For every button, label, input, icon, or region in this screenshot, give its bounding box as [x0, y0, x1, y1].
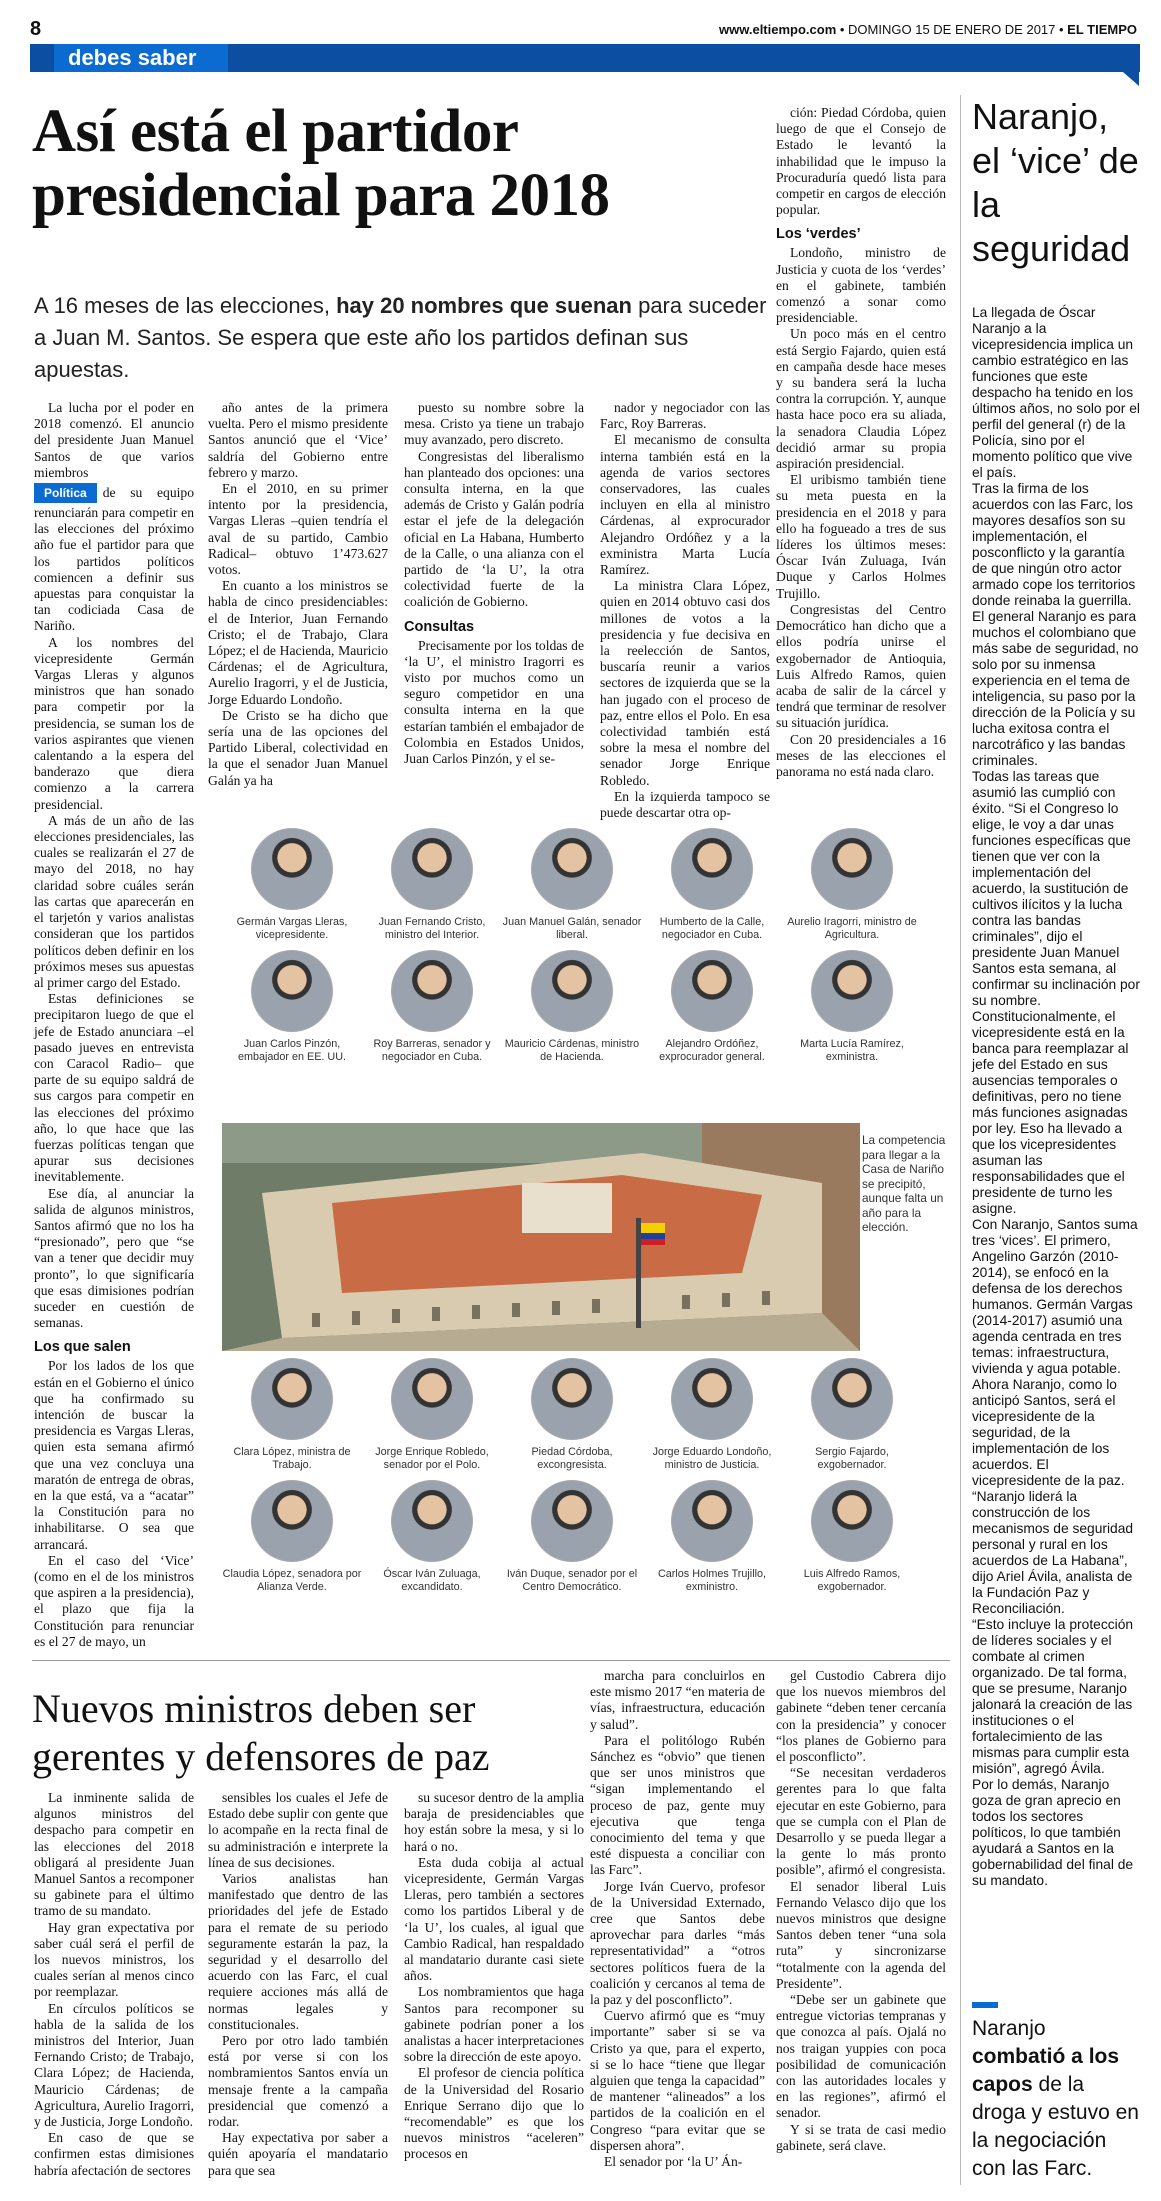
paragraph: Pero por otro lado también está por verse si con los nombramientos Santos envía un mensaje frente a la campaña presidencial que comenzó a rodar. — [208, 2033, 388, 2130]
paragraph: Tras la firma de los acuerdos con las Farc, los mayores desafíos son su implementación, el posconflicto y la garantía de que ningún otro actor armado cope los territorios donde reinaba la guerrilla. — [972, 481, 1136, 608]
palace-illustration — [222, 1123, 860, 1351]
section-label: debes saber — [54, 44, 228, 72]
paragraph: puesto su nombre sobre la mesa. Cristo ya tiene un trabajo muy avanzado, pero discreto. — [404, 400, 584, 448]
portrait-photo — [671, 950, 753, 1032]
casa-narino-photo — [222, 1123, 860, 1351]
portrait-photo — [671, 1358, 753, 1440]
portrait-photo — [391, 828, 473, 910]
paragraph: Por los lados de los que están en el Gobierno el único que ha confirmado su intención de buscar la presidencia es Vargas Lleras, quien esta semana afirmó que una vez concluya una maratón de entrega de obras, en la que está, va a “acatar” la Constitución para no inhabilitarse. O sea que arrancará. — [34, 1358, 194, 1552]
paragraph: La lucha por el poder en 2018 comenzó. El anuncio del presidente Juan Manuel Santos de que varios miembros — [34, 400, 194, 480]
paragraph: Con Naranjo, Santos suma tres ‘vices’. El primero, Angelino Garzón (2010-2014), se enfocó en la defensa de los derechos humanos. Germán Vargas (2014-2017) asumió una agenda centrada en tres temas: infraestructura, vivienda y agua potable. Ahora Naranjo, como lo anticipó Santos, será el vicepresidente de la seguridad, de la implementación de los acuerdos. El vicepresidente de la paz. — [972, 1217, 1138, 1488]
paragraph: En círculos políticos se habla de la salida de los ministros del Interior, Juan Fernando Cristo; de Trabajo, Clara López; de Hacienda, Mauricio Cárdenas; de Agricultura, Aurelio Iragorri, y de Justicia, Jorge Londoño. — [34, 2000, 194, 2130]
paragraph: De Cristo se ha dicho que sería una de las opciones del Partido Liberal, colectividad en la que el senador Juan Manuel Galán ya ha — [208, 707, 388, 788]
portrait-card — [502, 828, 642, 942]
portrait-card — [642, 1480, 782, 1594]
portrait-card — [362, 950, 502, 1064]
portrait-card — [222, 828, 362, 942]
portrait-photo — [811, 1480, 893, 1562]
story-column-2 — [208, 400, 388, 820]
portrait-photo — [671, 828, 753, 910]
paragraph: de su equipo renunciarán para competir en las elecciones del próximo año fue el partidor para que los partidos políticos comiencen a definir sus apuestas para conquistar la tan codiciada Casa de Nariño. — [34, 485, 194, 634]
portrait-caption: Carlos Holmes Trujillo, exministro. — [658, 1568, 766, 1593]
subhead: Consultas — [404, 618, 475, 635]
portrait-caption: Marta Lucía Ramírez, exministra. — [800, 1038, 904, 1063]
second-headline: Nuevos ministros deben ser gerentes y defensores de paz — [32, 1686, 490, 1779]
paragraph: El general Naranjo es para muchos el colombiano que más sabe de seguridad, no solo por su inmensa experiencia en el tema de inteligencia, su paso por la dirección de la Policía y su lucha exitosa contra el narcotráfico y las bandas criminales. — [972, 609, 1139, 768]
portrait-photo — [391, 1480, 473, 1562]
portrait-card — [502, 1480, 642, 1594]
subhead: Los ‘verdes’ — [776, 226, 861, 243]
paragraph: “Esto incluye la protección de líderes sociales y el combate al crimen organizado. De tal forma, que se presume, Naranjo jalonará la creación de las instituciones o el fortalecimiento de las mismas para cumplir esta misión”, agregó Ávila. — [972, 1617, 1134, 1776]
portrait-card — [782, 1480, 922, 1594]
portrait-photo — [251, 1358, 333, 1440]
paragraph: “Debe ser un gabinete que entregue victorias tempranas y que conozca al país. Ojalá no nos traigan yuppies con poca posibilidad de comunicación con las autoridades locales y en las regiones”, afirmó el senador. — [776, 1992, 946, 2121]
portrait-caption: Clara López, ministra de Trabajo. — [233, 1446, 351, 1471]
story-column-5 — [776, 105, 946, 820]
portraits-bottom — [222, 1358, 952, 1594]
portrait-card — [502, 950, 642, 1064]
paragraph: Jorge Iván Cuervo, profesor de la Universidad Externado, cree que Santos debe aprovechar para darles “más representatividad” a “otros sectores políticos fuera de la coalición y cercanos al tema de la paz y del posconflicto”. — [590, 1878, 765, 2008]
portrait-caption: Sergio Fajardo, exgobernador. — [815, 1446, 889, 1471]
paragraph: La ministra Clara López, quien en 2014 obtuvo casi dos millones de votos a la presidencia y fue decisiva en la reelección de Santos, buscaría reunir a varios sectores de izquierda que se la han jugado con el proceso de paz, entre ellos el Polo. En esa colectividad también está sobre la mesa el nombre del senador Jorge Enrique Robledo. — [600, 578, 770, 788]
deck-highlight: hay 20 nombres que suenan — [336, 293, 632, 318]
portrait-caption: Óscar Iván Zuluaga, excandidato. — [383, 1568, 481, 1593]
paragraph: ción: Piedad Córdoba, quien luego de que el Consejo de Estado le levantó la inhabilidad que le impuso la Procuraduría quedó lista para competir en cargos de elección popular. — [776, 105, 946, 218]
paragraph: El senador liberal Luis Fernando Velasco dijo que los nuevos ministros que designe Santos deben tener “una sola ruta” y sincronizarse “totalmente con la agenda del Presidente”. — [776, 1878, 946, 1991]
portrait-card — [222, 950, 362, 1064]
portrait-card — [642, 950, 782, 1064]
paragraph: Esta duda cobija al actual vicepresidente, Germán Vargas Lleras, pero también a sectores como los partidos Liberal y de ‘la U’, los cuales, al igual que Cambio Radical, han respaldado al mandatario durante casi siete años. — [404, 1854, 584, 1984]
portrait-caption: Luis Alfredo Ramos, exgobernador. — [803, 1568, 901, 1593]
paragraph: Los nombramientos que haga Santos para recomponer su gabinete podrían poner a los analistas a hacer interpretaciones sobre la dirección de este apoyo. — [404, 1984, 584, 2065]
portrait-caption: Iván Duque, senador por el Centro Democrático. — [506, 1568, 638, 1593]
portrait-photo — [811, 828, 893, 910]
portrait-photo — [251, 950, 333, 1032]
portrait-card — [642, 1358, 782, 1472]
masthead-line: www.eltiempo.com • DOMINGO 15 DE ENERO DE 2017 • EL TIEMPO — [719, 22, 1137, 37]
photo-caption: La competencia para llegar a la Casa de Nariño se precipitó, aunque falta un año para la elección. — [862, 1133, 946, 1234]
paragraph: Con 20 presidenciales a 16 meses de las elecciones el panorama no está nada claro. — [776, 731, 946, 779]
second-column-1 — [34, 1790, 194, 2185]
paragraph: gel Custodio Cabrera dijo que los nuevos miembros del gabinete “deben tener cercanía con la presidencia” y conocer “los planes de Gobierno para el posconflicto”. — [776, 1668, 946, 1765]
paragraph: sensibles los cuales el Jefe de Estado debe suplir con gente que lo acompañe en la recta final de su administración e interprete la línea de sus decisiones. — [208, 1790, 388, 1870]
paragraph: En la izquierda tampoco se puede descartar otra op- — [600, 788, 770, 821]
paragraph: Un poco más en el centro está Sergio Fajardo, quien está en campaña desde hace meses y su bandera será la lucha contra la corrupción. Y, aunque hasta hace poco era su aliada, la senadora Claudia López decidió armar su propia aspiración presidencial. — [776, 326, 946, 472]
quote-part-a: Naranjo — [972, 2017, 1046, 2040]
portrait-caption: Jorge Eduardo Londoño, ministro de Justicia. — [652, 1446, 772, 1471]
story-divider — [32, 1660, 950, 1661]
portrait-caption: Juan Manuel Galán, senador liberal. — [502, 916, 642, 941]
portrait-card — [362, 1480, 502, 1594]
paragraph: El profesor de ciencia política de la Universidad del Rosario Enrique Serrano dijo que lo “recomendable” es que los nuevos ministros “aceleren” procesos en — [404, 2065, 584, 2162]
deck-part-c: para suceder a Juan M. Santos. Se espera que este año los partidos definan sus apuestas. — [34, 293, 767, 382]
paragraph: Todas las tareas que asumió las cumplió con éxito. “Si el Congreso lo elige, le voy a dar unas funciones específicas que tienen que ver con la implementación del acuerdo, la sustitución de cultivos ilícitos y la lucha contra las bandas criminales”, dijo el presidente Juan Manuel Santos esta semana, al confirmar su inclinación por su nombre. — [972, 769, 1140, 1008]
portrait-photo — [811, 1358, 893, 1440]
paragraph: Estas definiciones se precipitaron luego de que el jefe de Estado anunciara –el pasado jueves en entrevista con Caracol Radio– que parte de su equipo saldrá de sus cargos para competir en las elecciones del próximo año, lo que hace que las fuerzas políticas tengan que apurar sus decisiones inevitablemente. — [34, 991, 194, 1185]
main-deck — [34, 290, 769, 386]
paragraph: Hay gran expectativa por saber cuál será el perfil de los nuevos ministros, los cuales serían al menos cinco por reemplazar. — [34, 1919, 194, 2000]
paragraph: El mecanismo de consulta interna también está en la agenda de varios sectores conservadores, las cuales incluyen en ella al ministro Cárdenas, al exprocurador Alejandro Ordóñez y a la exministra Marta Lucía Ramírez. — [600, 432, 770, 578]
portraits-top — [222, 828, 952, 1064]
quote-highlight: combatió a los capos — [972, 2045, 1120, 2096]
story-column-4 — [600, 400, 770, 820]
portrait-card — [782, 950, 922, 1064]
subhead: Los que salen — [34, 1339, 131, 1356]
issue-date: DOMINGO 15 DE ENERO DE 2017 — [848, 22, 1056, 37]
portrait-card — [222, 1358, 362, 1472]
portrait-photo — [811, 950, 893, 1032]
quote-accent — [972, 2002, 998, 2008]
paragraph: Congresistas del Centro Democrático han dicho que a ellos podría unirse el exgobernador de Antioquia, Luis Alfredo Ramos, quien acaba de salir de la cárcel y tendrá que terminar de resolver su situación jurídica. — [776, 601, 946, 731]
paragraph: En caso de que se confirmen estas dimisiones habría afectación de sectores — [34, 2130, 194, 2178]
paragraph: En el 2010, en su primer intento por la presidencia, Vargas Lleras –quien tendría el aval de su partido, Cambio Radical– obtuvo 1’473.627 votos. — [208, 481, 388, 578]
paragraph: La llegada de Óscar Naranjo a la vicepresidencia implica un cambio estratégico en las funciones que este despacho ha tenido en los últimos años, no solo por el perfil del general (r) de la Policía, sino por el momento político que vive el país. — [972, 305, 1140, 480]
story-column-1 — [34, 400, 194, 1649]
portrait-photo — [391, 950, 473, 1032]
paragraph: año antes de la primera vuelta. Pero el mismo presidente Santos anunció que el ‘Vice’ saldría del Gobierno entre febrero y marzo. — [208, 400, 388, 480]
portrait-card — [222, 1480, 362, 1594]
portrait-caption: Piedad Córdoba, excongresista. — [531, 1446, 613, 1471]
portrait-caption: Aurelio Iragorri, ministro de Agricultura. — [787, 916, 917, 941]
paragraph: “Se necesitan verdaderos gerentes para lo que falta ejecutar en este Gobierno, para que se cumpla con el Plan de Desarrollo y se pueda llegar a la gente lo más pronto posible”, afirmó el congresista. — [776, 1765, 946, 1878]
portrait-caption: Juan Carlos Pinzón, embajador en EE. UU. — [237, 1038, 347, 1063]
quote-part-c: de la droga y estuvo en la negociación con las Farc. — [972, 2073, 1139, 2180]
paragraph: En cuanto a los ministros se habla de cinco presidenciables: el de Interior, Juan Fernando Cristo; el de Trabajo, Clara López; el de Hacienda, Mauricio Cárdenas; el de Agricultura, Aurelio Iragorri, y el de Justicia, Jorge Eduardo Londoño. — [208, 578, 388, 707]
portrait-caption: Jorge Enrique Robledo, senador por el Polo. — [375, 1446, 489, 1471]
paragraph: Constitucionalmente, el vicepresidente está en la banca para reemplazar al jefe del Estado en sus ausencias temporales o definitivas, pero no tiene más funciones asignadas por ley. Eso ha llevado a que los vicepresidentes asuman las responsabilidades que el presidente de turno les asigne. — [972, 1009, 1129, 1216]
portrait-photo — [531, 828, 613, 910]
paragraph: su sucesor dentro de la amplia baraja de presidenciables que hoy están sobre la mesa, y si lo hará o no. — [404, 1790, 584, 1854]
paragraph: Por lo demás, Naranjo goza de gran aprecio en todos los sectores políticos, lo que también ayudará a Santos en la gobernabilidad del final de su mandato. — [972, 1777, 1134, 1888]
paragraph: Congresistas del liberalismo han planteado dos opciones: una consulta interna, en la que además de Cristo y Galán podría estar el jefe de la delegación oficial en La Habana, Humberto de la Calle, o una alianza con el partido de ‘la U’, la otra colectividad fuerte de la coalición de Gobierno. — [404, 448, 584, 610]
portrait-card — [782, 828, 922, 942]
paragraph: El uribismo también tiene su meta puesta en la presidencia en el 2018 y para ello ha fogueado a tres de sus líderes los últimos meses: Óscar Iván Zuluaga, Iván Duque y Carlos Holmes Trujillo. — [776, 472, 946, 601]
paragraph: En el caso del ‘Vice’ (como en el de los ministros que aspiren a la presidencia), el plazo que fija la Constitución para renunciar es el 27 de mayo, un — [34, 1552, 194, 1649]
portrait-card — [502, 1358, 642, 1472]
story-column-3 — [404, 400, 584, 820]
paragraph: Y si se trata de casi medio gabinete, será clave. — [776, 2121, 946, 2153]
portrait-caption: Germán Vargas Lleras, vicepresidente. — [236, 916, 348, 941]
site-url[interactable]: www.eltiempo.com — [719, 22, 837, 37]
paragraph: “Naranjo liderá la construcción de los mecanismos de seguridad personal y rural en los acuerdos de La Habana”, dijo Ariel Ávila, analista de la Fundación Paz y Reconciliación. — [972, 1489, 1134, 1616]
portrait-photo — [531, 1358, 613, 1440]
category-tag: Política — [34, 483, 97, 503]
paragraph: A más de un año de las elecciones presidenciales, las cuales se realizarán el 27 de mayo del 2018, no hay claridad sobre cuáles serán las cartas que aparecerán en el tarjetón y varios analistas consideran que los partidos políticos deben definir en los próximos meses sus apuestas al primer cargo del Estado. — [34, 812, 194, 990]
portrait-caption: Humberto de la Calle, negociador en Cuba. — [659, 916, 765, 941]
portrait-caption: Mauricio Cárdenas, ministro de Hacienda. — [504, 1038, 640, 1063]
paragraph: Varios analistas han manifestado que dentro de las prioridades del jefe de Estado para el remate de su periodo seguramente estarán la paz, la seguridad y el desarrollo del acuerdo con las Farc, el cual requiere acciones más allá de normas legales y constitucionales. — [208, 1871, 388, 2032]
paragraph: A los nombres del vicepresidente Germán Vargas Lleras y algunos ministros que han sonado para competir por la presidencia, se suman los de varios aspirantes que vienen calentando a la espera del banderazo que diera comienzo a la carrera presidencial. — [34, 634, 194, 812]
portrait-photo — [671, 1480, 753, 1562]
portrait-card — [642, 828, 782, 942]
main-headline: Así está el partidor presidencial para 2018 — [32, 98, 610, 229]
portrait-caption: Roy Barreras, senador y negociador en Cuba. — [373, 1038, 491, 1063]
portrait-caption: Alejandro Ordóñez, exprocurador general. — [659, 1038, 765, 1063]
portrait-caption: Juan Fernando Cristo, ministro del Interior. — [378, 916, 486, 941]
paragraph: Para el politólogo Rubén Sánchez es “obvio” que tienen que ser unos ministros que “sigan implementando el proceso de paz, gente muy ejecutiva que tenga conocimiento del tema y que esté dispuesta a conciliar con las Farc”. — [590, 1732, 765, 1878]
paragraph: marcha para concluirlos en este mismo 2017 “en materia de vías, infraestructura, educación y salud”. — [590, 1668, 765, 1732]
paragraph: El senador por ‘la U’ Án- — [604, 2154, 743, 2170]
portrait-card — [362, 1358, 502, 1472]
portrait-caption: Claudia López, senadora por Alianza Verde. — [222, 1568, 362, 1593]
paragraph: Cuervo afirmó que es “muy importante” saber si se va Cristo ya que, para el experto, si se lo hace “tiene que llegar alguien que tenga la capacidad” de mantener “alineados” a los partidos de la coalición en el Congreso “para evitar que se dispersen ahora”. — [590, 2008, 765, 2153]
second-column-4 — [590, 1668, 765, 2185]
paragraph: La inminente salida de algunos ministros del despacho para competir en las elecciones del 2018 obligará al presidente Juan Manuel Santos a recomponer su gabinete para el último tramo de su mandato. — [34, 1790, 194, 1919]
second-column-3 — [404, 1790, 584, 2185]
portrait-photo — [251, 828, 333, 910]
paragraph: nador y negociador con las Farc, Roy Barreras. — [600, 400, 770, 432]
pull-quote — [972, 2015, 1140, 2183]
second-column-5 — [776, 1668, 946, 2185]
sidebar-body — [972, 305, 1140, 1995]
section-bar-tab — [1123, 72, 1139, 86]
deck-part-a: A 16 meses de las elecciones, — [34, 293, 330, 318]
portrait-card — [782, 1358, 922, 1472]
paper-name: EL TIEMPO — [1067, 22, 1137, 37]
portrait-photo — [531, 1480, 613, 1562]
paragraph: Londoño, ministro de Justicia y cuota de los ‘verdes’ en el gabinete, también comenzó a sonar como presidenciable. — [776, 245, 946, 326]
portrait-photo — [251, 1480, 333, 1562]
portrait-photo — [531, 950, 613, 1032]
second-column-2 — [208, 1790, 388, 2185]
portrait-card — [362, 828, 502, 942]
paragraph: Ese día, al anunciar la salida de algunos ministros, Santos afirmó que no los ha “presionado”, pero que “se van a tener que decidir muy pronto”, lo que significaría que esas dimisiones podrían suceder en cuestión de semanas. — [34, 1185, 194, 1331]
portrait-photo — [391, 1358, 473, 1440]
paragraph: Hay expectativa por saber a quién apoyaría el mandatario para que sea — [208, 2130, 388, 2178]
page-number: 8 — [30, 18, 42, 40]
sidebar-divider — [960, 95, 961, 2185]
sidebar-headline: Naranjo, el ‘vice’ de la seguridad — [972, 96, 1139, 269]
paragraph: Precisamente por los toldas de ‘la U’, el ministro Iragorri es visto por muchos como un seguro competidor en una consulta interna en la que estarían también el embajador de Colombia en Estados Unidos, Juan Carlos Pinzón, y el se- — [404, 637, 584, 767]
